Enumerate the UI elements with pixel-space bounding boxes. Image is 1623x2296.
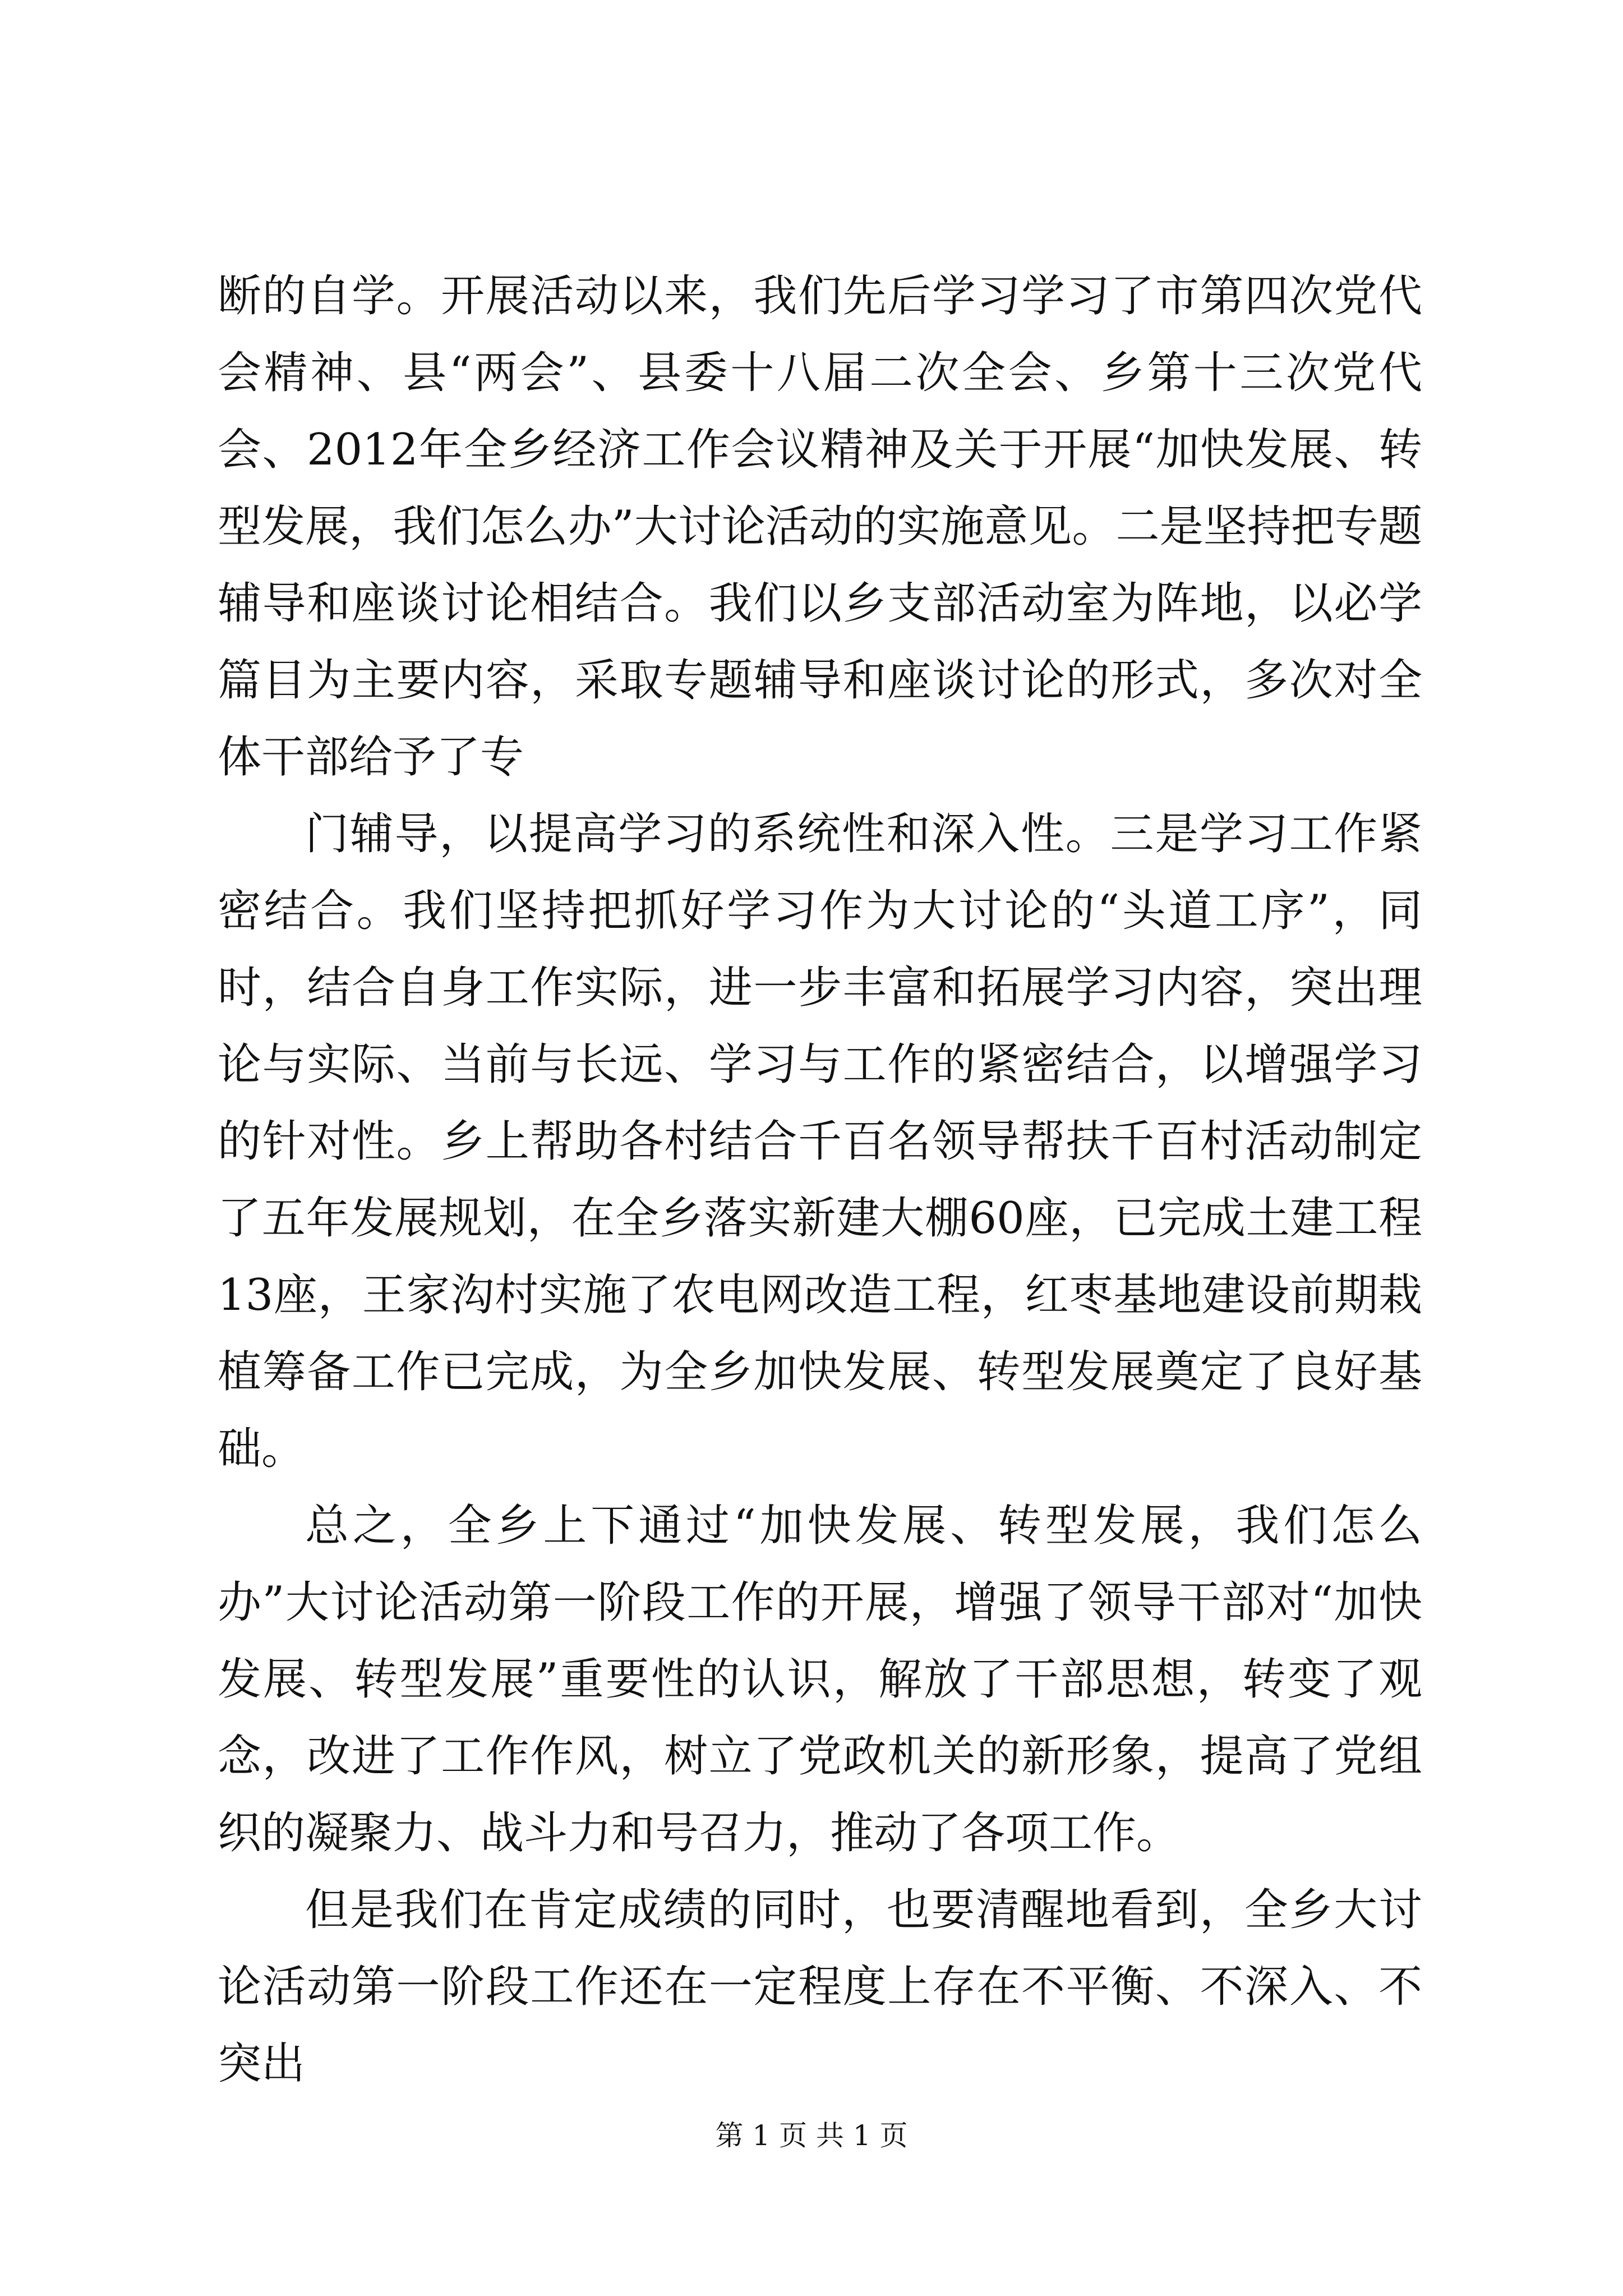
page-footer: 第 1 页 共 1 页 — [715, 2119, 908, 2152]
document-body — [218, 258, 1422, 2102]
paragraph-3: 总之，全乡上下通过“加快发展、转型发展，我们怎么办”大讨论活动第一阶段工作的开展，增强了领导干部对“加快发展、转型发展”重要性的认识，解放了干部思想，转变了观念，改进了工作作风，树立了党政机关的新形象，提高了党组织的凝聚力、战斗力和号召力，推动了各项工作。 — [218, 1501, 1422, 1858]
paragraph-1: 断的自学。开展活动以来，我们先后学习学习了市第四次党代会精神、县“两会”、县委十八届二次全会、乡第十三次党代会、2012年全乡经济工作会议精神及关于开展“加快发展、转型发展，我们怎么办”大讨论活动的实施意见。二是坚持把专题辅导和座谈讨论相结合。我们以乡支部活动室为阵地，以必学篇目为主要内容，采取专题辅导和座谈讨论的形式，多次对全体干部给予了专 — [218, 271, 1422, 783]
paragraph-2: 门辅导，以提高学习的系统性和深入性。三是学习工作紧密结合。我们坚持把抓好学习作为大讨论的“头道工序”，同时，结合自身工作实际，进一步丰富和拓展学习内容，突出理论与实际、当前与长远、学习与工作的紧密结合，以增强学习的针对性。乡上帮助各村结合千百名领导帮扶千百村活动制定了五年发展规划，在全乡落实新建大棚60座，已完成土建工程13座，王家沟村实施了农电网改造工程，红枣基地建设前期栽植筹备工作已完成，为全乡加快发展、转型发展奠定了良好基础。 — [218, 809, 1422, 1474]
paragraph-4: 但是我们在肯定成绩的同时，也要清醒地看到，全乡大讨论活动第一阶段工作还在一定程度上存在不平衡、不深入、不突出 — [218, 1885, 1422, 2089]
